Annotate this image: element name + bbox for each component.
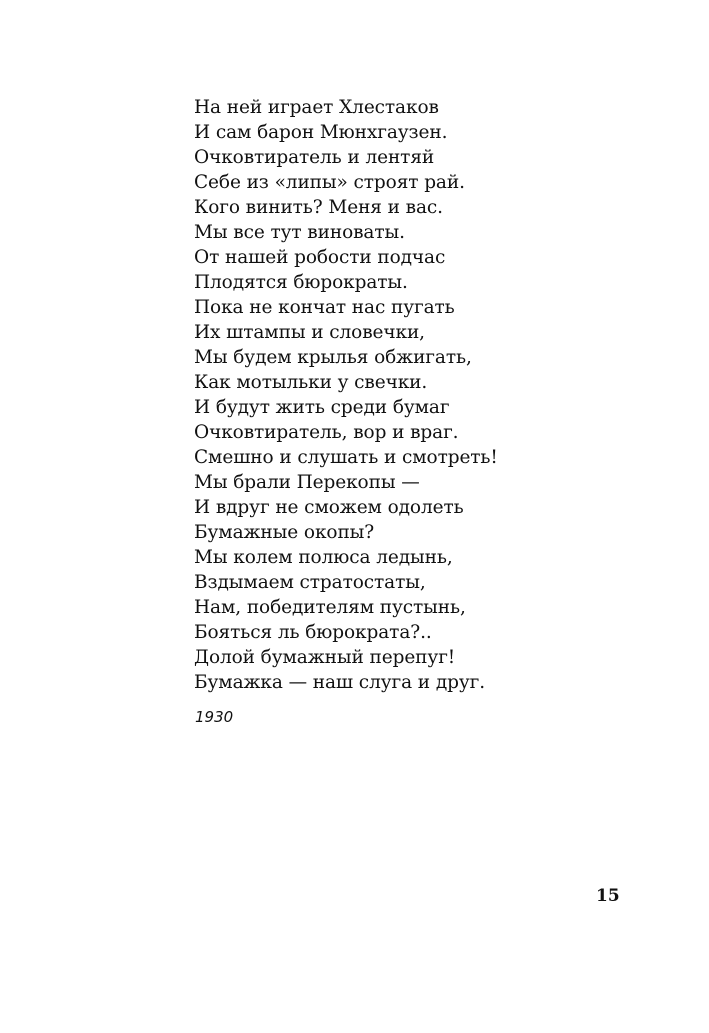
poem-line: Бумажка — наш слуга и друг.: [194, 672, 486, 693]
poem-line: Очковтиратель и лентяй: [194, 147, 435, 168]
poem-line: Вздымаем стратостаты,: [194, 572, 426, 593]
poem-line: Нам, победителям пустынь,: [194, 597, 466, 618]
poem-line: Мы колем полюса ледынь,: [194, 547, 453, 568]
poem-line: И вдруг не сможем одолеть: [194, 497, 464, 518]
poem-line: И сам барон Мюнхгаузен.: [194, 122, 448, 143]
poem-line: Пока не кончат нас пугать: [194, 297, 455, 318]
poem-line: Плодятся бюрократы.: [194, 272, 408, 293]
poem-line: Как мотыльки у свечки.: [194, 372, 428, 393]
poem-line: Мы брали Перекопы —: [194, 472, 420, 493]
poem-line: От нашей робости подчас: [194, 247, 446, 268]
poem-line: Долой бумажный перепуг!: [194, 647, 456, 668]
poem-line: Мы будем крылья обжигать,: [194, 347, 472, 368]
poem-line: Мы все тут виноваты.: [194, 222, 405, 243]
poem-line: И будут жить среди бумаг: [194, 397, 450, 418]
poem-line: Бумажные окопы?: [194, 522, 375, 543]
poem-year: 1930: [195, 708, 234, 726]
poem-line: Бояться ль бюрократа?..: [194, 622, 432, 643]
poem-text: [194, 95, 614, 695]
poem-line: Себе из «липы» строят рай.: [194, 172, 465, 193]
poem-line: На ней играет Хлестаков: [194, 97, 439, 118]
poem-line: Очковтиратель, вор и враг.: [194, 422, 459, 443]
poem-line: Смешно и слушать и смотреть!: [194, 447, 498, 468]
poem-line: Их штампы и словечки,: [194, 322, 425, 343]
poem-line: Кого винить? Меня и вас.: [194, 197, 443, 218]
page-number: 15: [596, 886, 620, 906]
